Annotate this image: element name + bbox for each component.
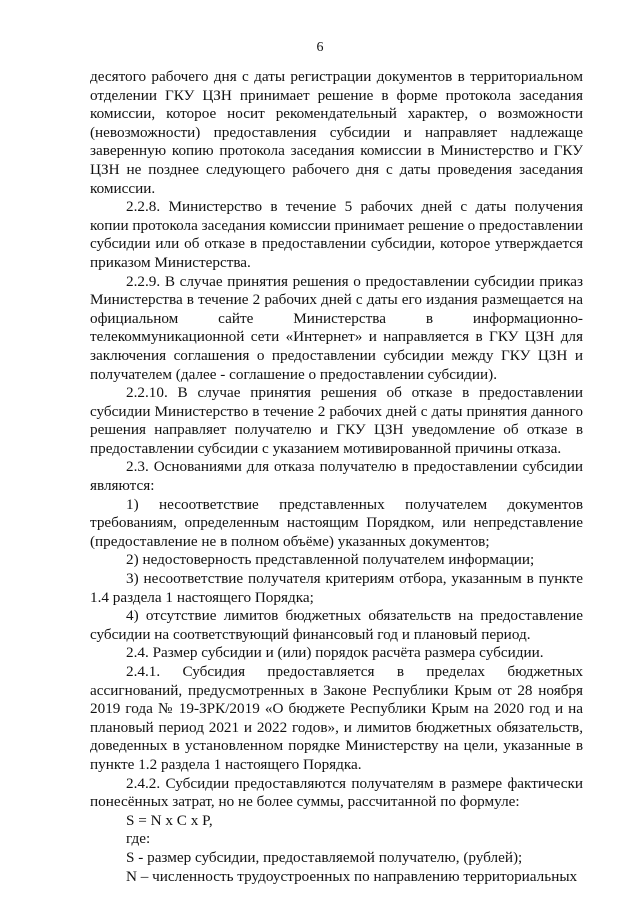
paragraph-p9: 4) отсутствие лимитов бюджетных обязательств на предоставление субсидии на соответствующий финансовый год и плановый период. [90,607,583,643]
paragraph-p10: 2.4. Размер субсидии и (или) порядок расчёта размера субсидии. [126,644,544,662]
paragraph-p3: 2.2.9. В случае принятия решения о предоставлении субсидии приказ Министерства в течение 2 рабочих дней с даты его издания размещается на официальном сайте Министерства в информационно-телекоммуникационной сети «Интернет» и направляется в ГКУ ЦЗН для заключения соглашения о предоставлении субсидии между ГКУ ЦЗН и получателем (далее - соглашение о предоставлении субсидии). [90,272,583,383]
page-number: 6 [316,40,324,55]
paragraph-p1: десятого рабочего дня с даты регистрации документов в территориальном отделении ГКУ ЦЗН принимает решение в форме протокола заседания комиссии, которое носит рекомендательный характер, о возможности (невозможности) предоставления субсидии и направляет надлежаще заверенную копию протокола заседания комиссии в Министерство и ГКУ ЦЗН не позднее следующего рабочего дня с даты проведения заседания комиссии. [90,68,583,197]
paragraph-p5: 2.3. Основаниями для отказа получателю в предоставлении субсидии являются: [90,458,583,495]
paragraph-p14: где: [126,830,151,848]
paragraph-p12: 2.4.2. Субсидии предоставляются получателям в размере фактически понесённых затрат, но не более суммы, рассчитанной по формуле: [90,774,583,811]
paragraph-p4: 2.2.10. В случае принятия решения об отказе в предоставлении субсидии Министерство в течение 2 рабочих дней с даты принятия данного решения направляет получателю и ГКУ ЦЗН уведомление об отказе в предоставлении субсидии с указанием мотивированной причины отказа. [90,384,583,457]
paragraph-p6: 1) несоответствие представленных получателем документов требованиям, определенным настоящим Порядком, или непредставление (предоставление не в полном объёме) указанных документов; [90,495,583,550]
paragraph-p13: S = N x C x P, [126,811,213,829]
paragraph-p7: 2) недостоверность представленной получателем информации; [126,551,535,569]
paragraph-p8: 3) несоответствие получателя критериям отбора, указанным в пункте 1.4 раздела 1 настоящего Порядка; [90,570,583,606]
paragraph-p2: 2.2.8. Министерство в течение 5 рабочих дней с даты получения копии протокола заседания комиссии принимает решение о предоставлении субсидии или об отказе в предоставлении субсидии, которое утверждается приказом Министерства. [90,198,583,271]
document-body [90,68,583,886]
paragraph-p11: 2.4.1. Субсидия предоставляется в пределах бюджетных ассигнований, предусмотренных в Законе Республики Крым от 28 ноября 2019 года № 19-ЗРК/2019 «О бюджете Республики Крым на 2020 год и на плановый период 2021 и 2022 годов», и лимитов бюджетных обязательств, доведенных в установленном порядке Министерству на цели, указанные в пункте 1.2 раздела 1 настоящего Порядка. [90,663,583,773]
paragraph-p15: S - размер субсидии, предоставляемой получателю, (рублей); [126,848,523,866]
paragraph-p16: N – численность трудоустроенных по направлению территориальных [126,867,578,885]
